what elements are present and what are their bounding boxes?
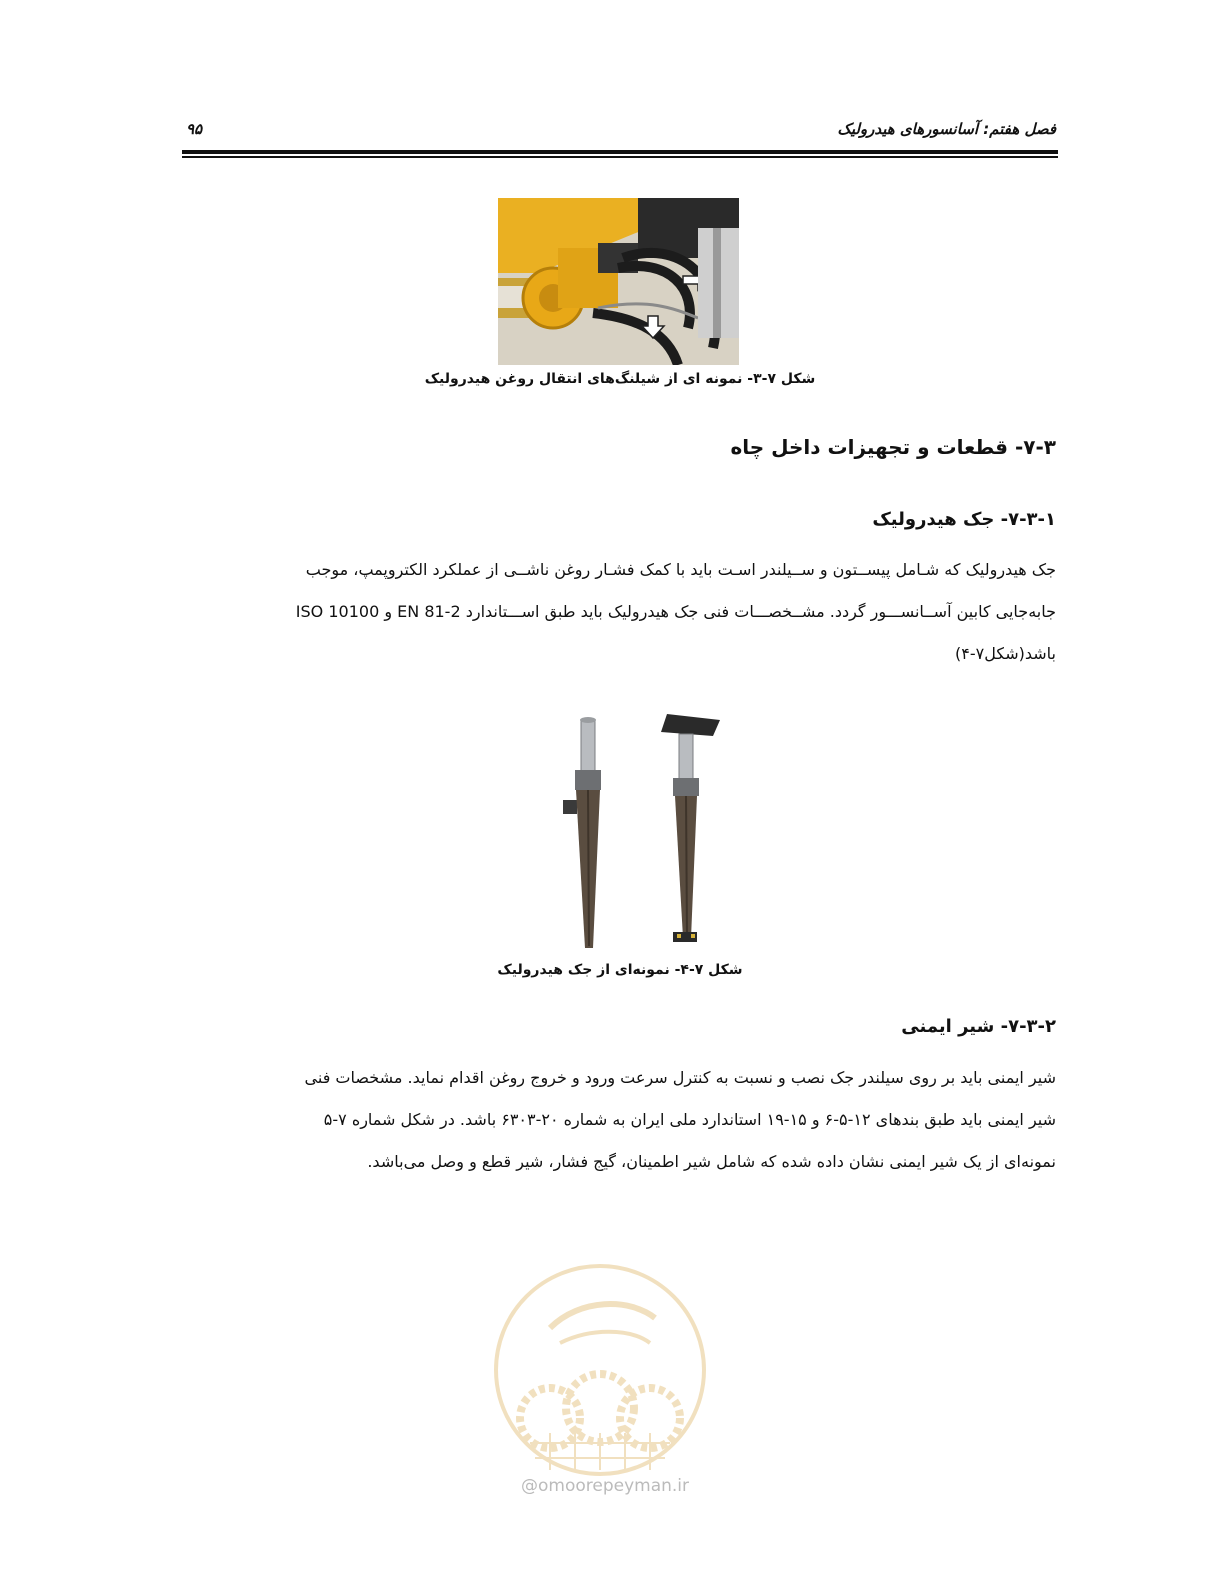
figure1-caption: شکل ۷-۳- نمونه ای از شیلنگ‌های انتقال روغن هیدرولیک xyxy=(424,371,816,387)
watermark-logo xyxy=(490,1258,710,1498)
page-header xyxy=(182,120,1056,144)
header-rule-thick xyxy=(182,150,1058,154)
subsection2-heading: ۷-۳-۲- شیر ایمنی xyxy=(901,1016,1056,1037)
paragraph-line: جک هیدرولیک که شـامل پیســتون و ســیلندر اسـت باید با کمک فشـار روغن ناشــی از عملکرد الکتروپمپ، موجب xyxy=(305,560,1056,579)
subsection1-heading: ۷-۳-۱- جک هیدرولیک xyxy=(872,509,1056,530)
page-number: ۹۵ xyxy=(186,120,203,138)
paragraph-line: جابه‌جایی کابین آســانســـور گردد. مشــخصـــات فنی جک هیدرولیک باید طبق اســـتاندارد EN 81-2 و ISO 10100 xyxy=(295,602,1056,621)
chapter-title: فصل هفتم: آسانسورهای هیدرولیک xyxy=(837,120,1056,138)
subsection2-paragraph xyxy=(182,1057,1056,1183)
header-rule-thin xyxy=(182,156,1058,158)
paragraph-line: باشد(شکل۷-۴) xyxy=(955,644,1056,663)
paragraph-line: نمونه‌ای از یک شیر ایمنی نشان داده شده که شامل شیر اطمینان، گیج فشار، شیر قطع و وصل می‌باشد. xyxy=(367,1152,1056,1171)
paragraph-line: شیر ایمنی باید طبق بندهای ۱۲-۵-۶ و ۱۵-۱۹ استاندارد ملی ایران به شماره ۲۰-۶۳۰۳ باشد. در شکل شماره ۷-۵ xyxy=(323,1110,1056,1129)
hydraulic-jacks-photo xyxy=(555,710,730,950)
figure2-caption: شکل ۷-۴- نمونه‌ای از جک هیدرولیک xyxy=(497,962,743,978)
paragraph-line: شیر ایمنی باید بر روی سیلندر جک نصب و نسبت به کنترل سرعت ورود و خروج روغن اقدام نماید. مشخصات فنی xyxy=(304,1068,1056,1087)
watermark-url: @omoorepeyman.ir xyxy=(520,1476,690,1496)
subsection1-paragraph xyxy=(182,549,1056,675)
hydraulic-hoses-photo xyxy=(498,198,739,365)
section-heading: ۷-۳- قطعات و تجهیزات داخل چاه xyxy=(730,435,1056,459)
